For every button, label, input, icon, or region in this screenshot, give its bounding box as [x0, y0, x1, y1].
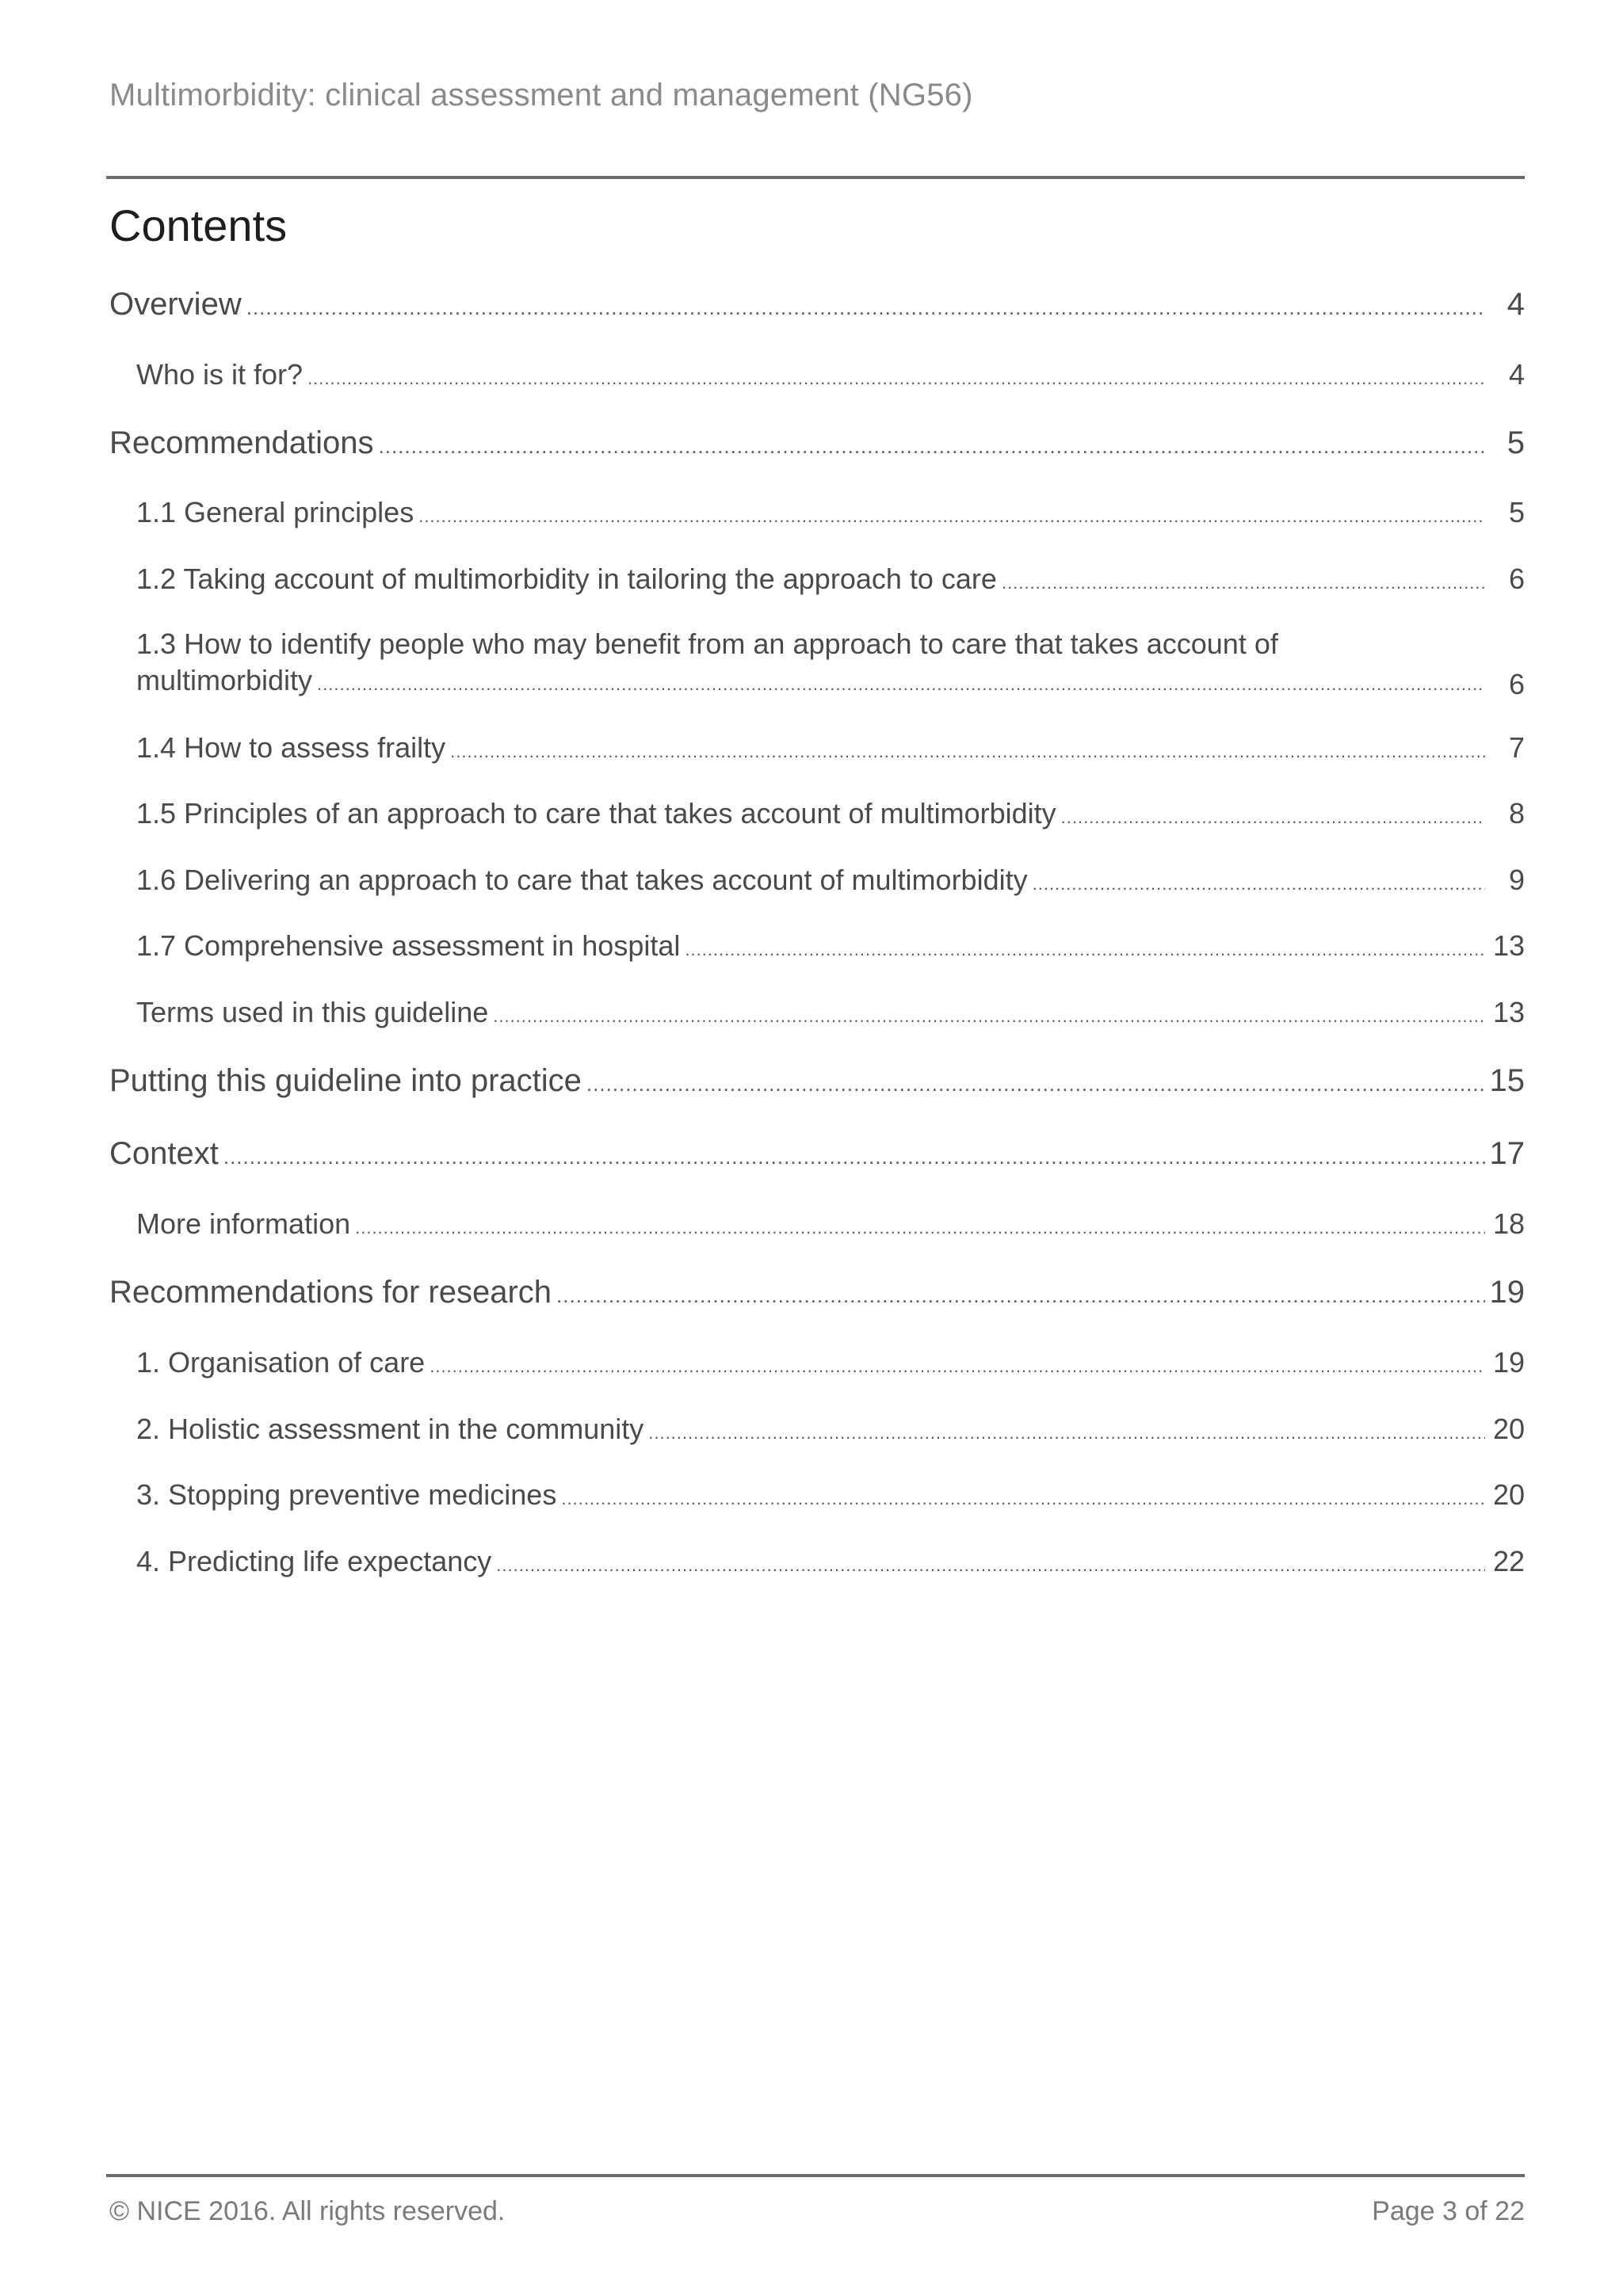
- toc-entry-wrapped-label: [136, 626, 1490, 703]
- toc-entry-label: More information: [136, 1207, 351, 1240]
- toc-page-number: 22: [1492, 1545, 1525, 1577]
- toc-entry-assess-frailty[interactable]: [136, 731, 1525, 765]
- toc-entry-label-line2: multimorbidity: [136, 664, 313, 696]
- toc-entry-label: 1.7 Comprehensive assessment in hospital: [136, 929, 681, 962]
- toc-entry-recommendations-for-research[interactable]: [109, 1275, 1525, 1310]
- dot-leader: [685, 940, 1485, 960]
- toc-page-number: 13: [1492, 996, 1525, 1028]
- toc-entry-label: 1.6 Delivering an approach to care that takes account of multimorbidity: [136, 864, 1028, 896]
- toc-entry-label: 1.1 General principles: [136, 496, 414, 528]
- toc-entry-holistic-assessment[interactable]: [136, 1413, 1525, 1446]
- toc-entry-label: 2. Holistic assessment in the community: [136, 1413, 644, 1445]
- toc-page-number: 17: [1489, 1136, 1525, 1171]
- toc-page-number: 8: [1508, 797, 1525, 830]
- toc-entry-label: 1.5 Principles of an approach to care that takes account of multimorbidity: [136, 797, 1056, 830]
- dot-leader: [493, 1006, 1485, 1027]
- dot-leader: [586, 1072, 1485, 1097]
- toc-entry-identify-people[interactable]: [136, 626, 1525, 703]
- toc-entry-putting-into-practice[interactable]: [109, 1063, 1525, 1099]
- dot-leader: [317, 666, 1485, 703]
- toc-page-number: 6: [1508, 563, 1525, 595]
- toc-entry-label: 1.2 Taking account of multimorbidity in tailoring the approach to care: [136, 563, 997, 595]
- toc-page-number: 9: [1508, 864, 1525, 896]
- dot-leader: [355, 1218, 1485, 1238]
- dot-leader: [556, 1283, 1484, 1308]
- dot-leader: [430, 1356, 1485, 1377]
- toc-entry-label: Context: [109, 1136, 219, 1171]
- toc-entry-more-information[interactable]: [136, 1207, 1525, 1241]
- toc-page-number: 15: [1489, 1063, 1525, 1098]
- toc-page-number: 5: [1507, 425, 1525, 460]
- toc-entry-organisation-of-care[interactable]: [136, 1346, 1525, 1379]
- toc-page-number: 4: [1507, 287, 1525, 322]
- dot-leader: [450, 742, 1485, 762]
- toc-entry-general-principles[interactable]: [136, 496, 1525, 529]
- header-rule: [106, 176, 1525, 179]
- dot-leader: [1002, 573, 1485, 593]
- toc-entry-predicting-life-expectancy[interactable]: [136, 1545, 1525, 1578]
- toc-entry-label-line2-row: [136, 662, 1490, 703]
- toc-entry-label: Overview: [109, 287, 242, 322]
- running-header: Multimorbidity: clinical assessment and management (NG56): [109, 78, 973, 113]
- toc-entry-terms-used[interactable]: [136, 996, 1525, 1029]
- toc-page-number: 7: [1508, 731, 1525, 764]
- dot-leader: [418, 506, 1485, 527]
- toc-entry-who-is-it-for[interactable]: [136, 358, 1525, 391]
- toc-page-number: 20: [1492, 1478, 1525, 1511]
- contents-heading: Contents: [109, 200, 288, 250]
- dot-leader: [307, 368, 1485, 389]
- toc-entry-label: 3. Stopping preventive medicines: [136, 1478, 557, 1511]
- toc-page-number: 4: [1508, 358, 1525, 391]
- dot-leader: [246, 296, 1485, 320]
- dot-leader: [379, 434, 1486, 459]
- dot-leader: [1061, 807, 1485, 828]
- page-indicator: Page 3 of 22: [1372, 2196, 1525, 2226]
- dot-leader: [223, 1145, 1485, 1169]
- dot-leader: [561, 1489, 1485, 1509]
- toc-entry-context[interactable]: [109, 1136, 1525, 1172]
- toc-entry-stopping-preventive-medicines[interactable]: [136, 1478, 1525, 1512]
- footer-rule: [106, 2174, 1525, 2177]
- toc-page-number: 5: [1508, 496, 1525, 528]
- toc-entry-delivering-approach[interactable]: [136, 864, 1525, 897]
- toc-entry-label: Recommendations for research: [109, 1275, 552, 1310]
- toc-page-number: 13: [1492, 929, 1525, 962]
- copyright-notice: © NICE 2016. All rights reserved.: [109, 2196, 506, 2226]
- toc-entry-label: Putting this guideline into practice: [109, 1063, 582, 1098]
- toc-entry-overview[interactable]: [109, 287, 1525, 322]
- toc-entry-label: Who is it for?: [136, 358, 304, 391]
- dot-leader: [1033, 874, 1485, 894]
- toc-page-number: 19: [1489, 1275, 1525, 1310]
- toc-entry-label: 4. Predicting life expectancy: [136, 1545, 492, 1577]
- toc-page-number: 6: [1508, 668, 1525, 700]
- toc-page-number: 19: [1492, 1346, 1525, 1379]
- toc-entry-label: 1. Organisation of care: [136, 1346, 426, 1379]
- toc-page-number: 18: [1492, 1207, 1525, 1240]
- toc-entry-comprehensive-assessment[interactable]: [136, 929, 1525, 963]
- toc-entry-principles-approach[interactable]: [136, 797, 1525, 830]
- toc-entry-label: Recommendations: [109, 425, 374, 460]
- toc-entry-tailoring-approach[interactable]: [136, 563, 1525, 596]
- toc-entry-recommendations[interactable]: [109, 425, 1525, 461]
- dot-leader: [648, 1423, 1485, 1444]
- toc-entry-label-line1: 1.3 How to identify people who may benefit from an approach to care that takes account of: [136, 627, 1278, 660]
- dot-leader: [496, 1555, 1485, 1576]
- toc-entry-label: 1.4 How to assess frailty: [136, 731, 446, 764]
- toc-page-number: 20: [1492, 1413, 1525, 1445]
- toc-entry-label: Terms used in this guideline: [136, 996, 489, 1028]
